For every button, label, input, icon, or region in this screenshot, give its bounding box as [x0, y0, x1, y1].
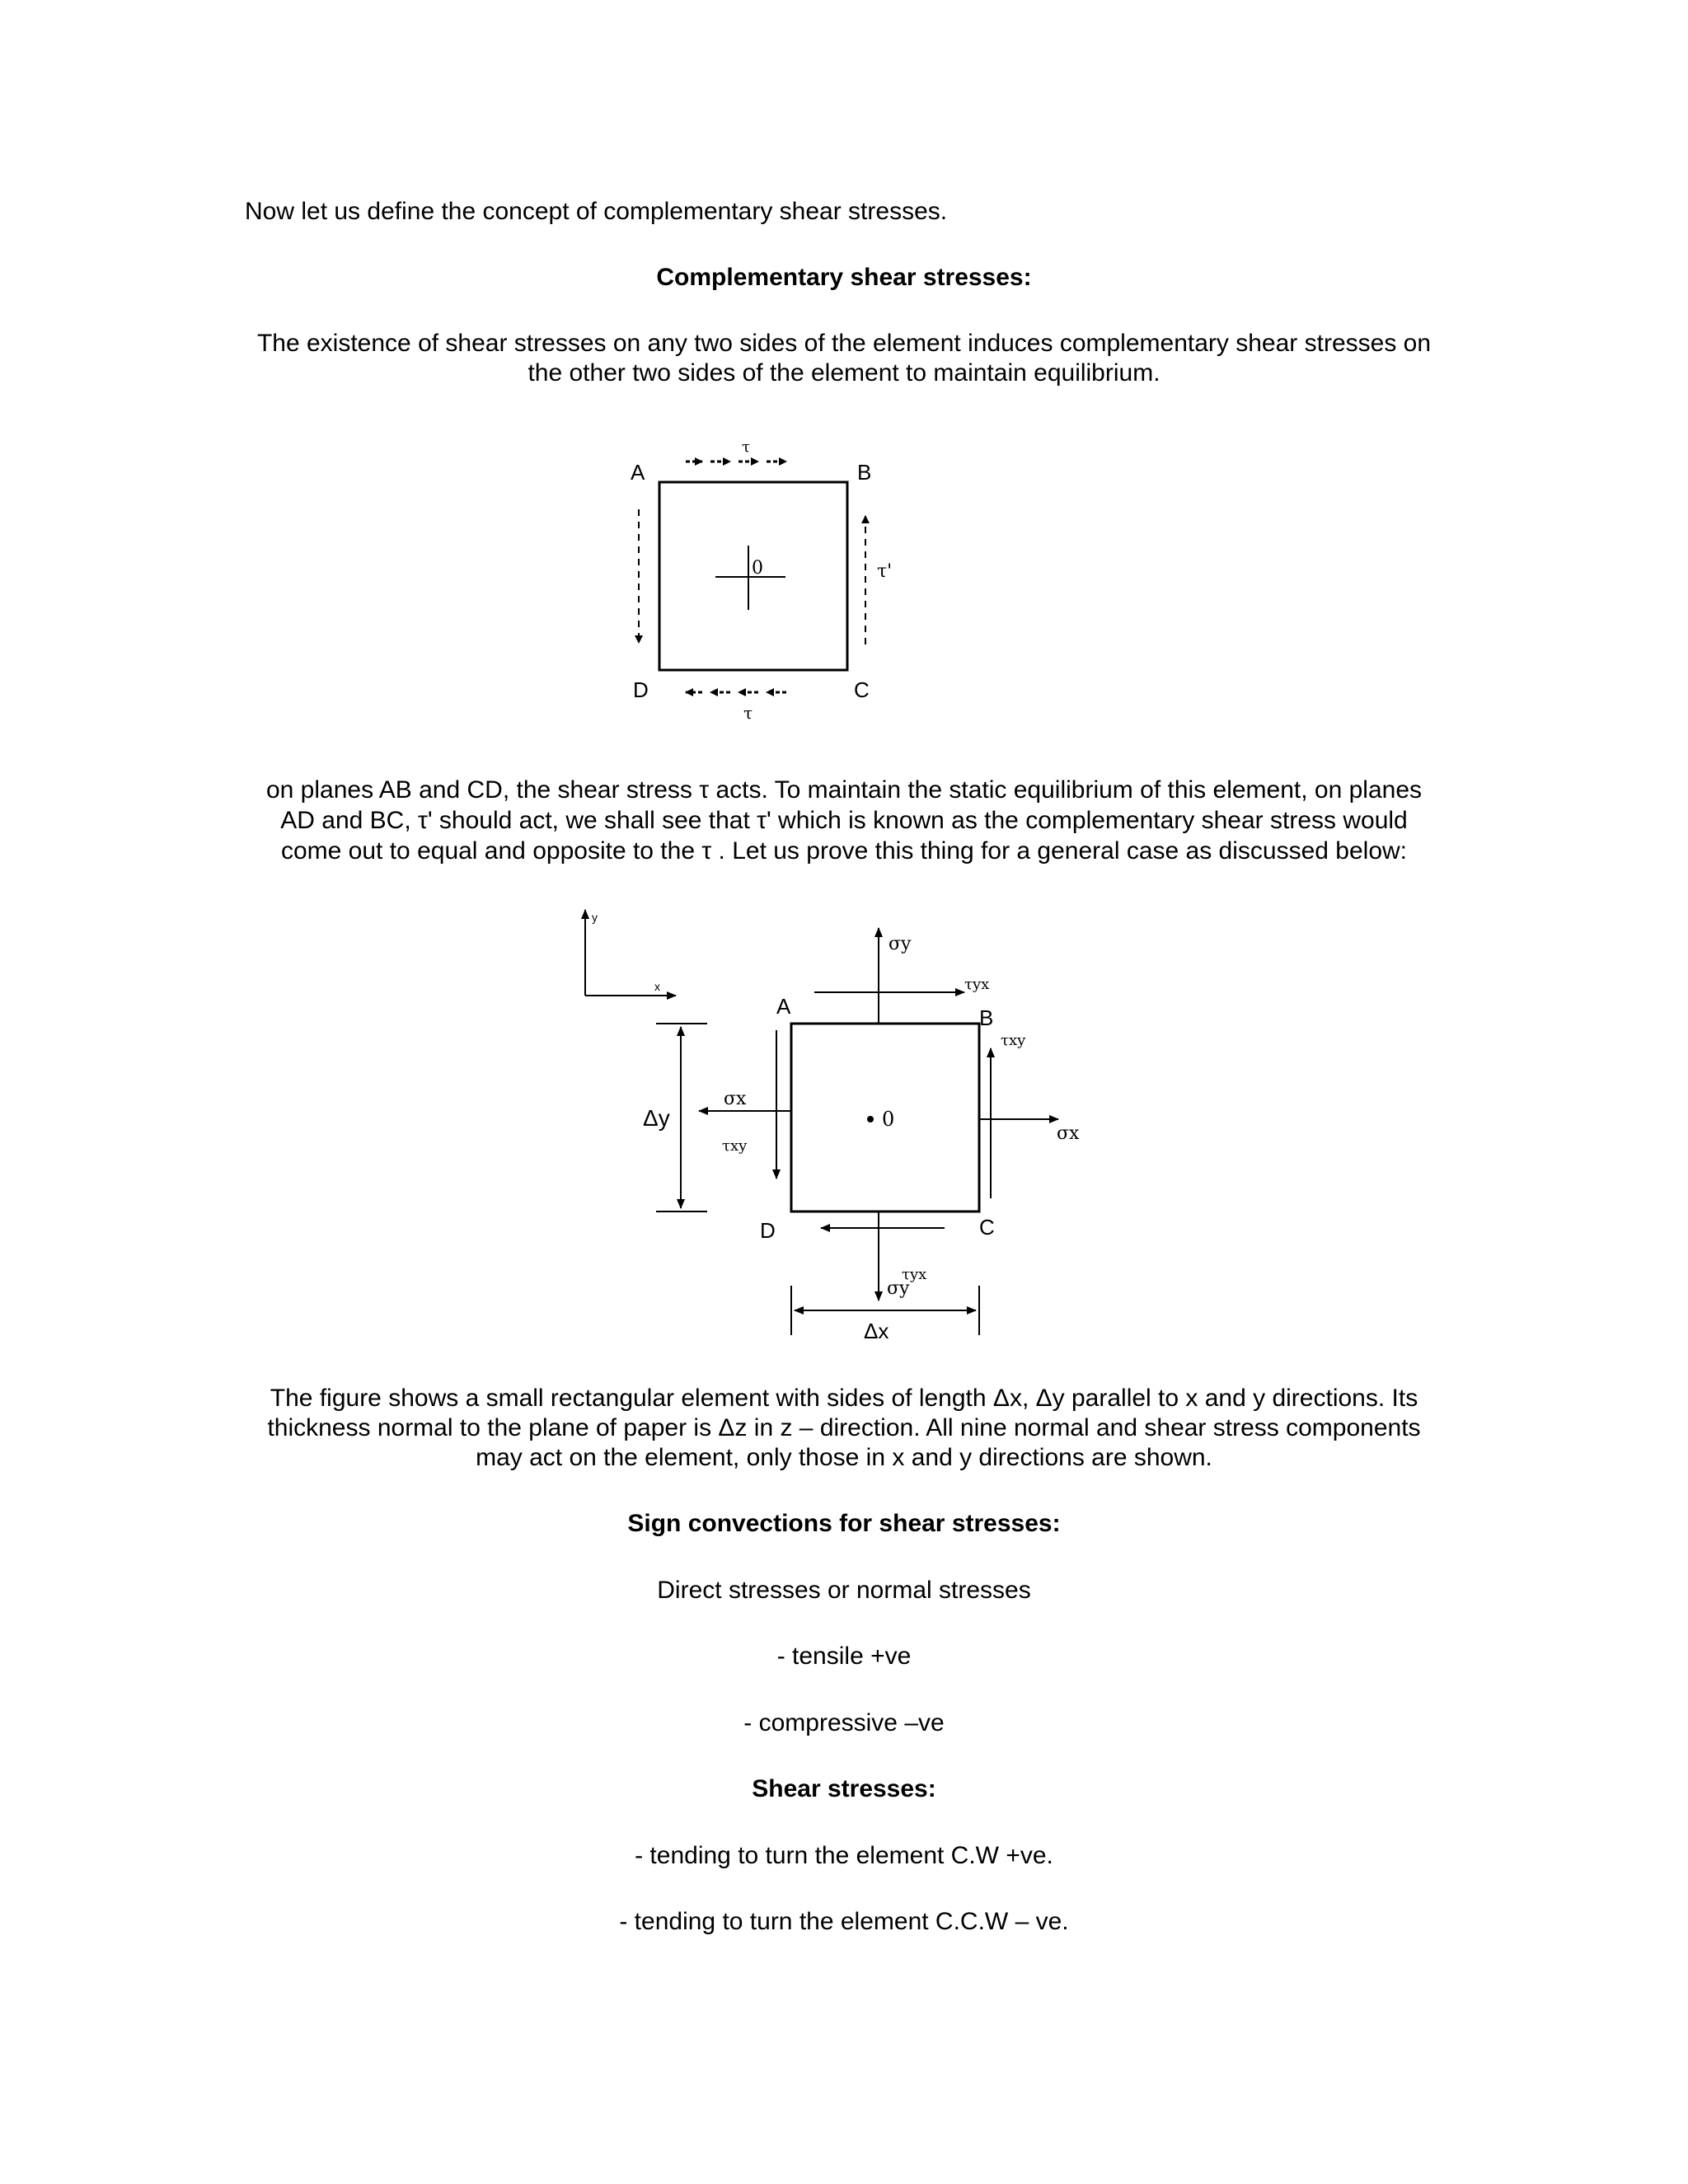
corner-a: A	[631, 460, 645, 485]
tau-prime-label: τ'	[877, 561, 893, 582]
corner-c: C	[854, 677, 870, 702]
sigma-y-bottom-label: σy	[887, 1278, 910, 1299]
tau-bottom-label: τ	[743, 703, 753, 723]
heading-sign-conventions: Sign convections for shear stresses:	[627, 1510, 1061, 1537]
figure-complementary-shear	[610, 437, 907, 733]
tau-yx-bottom-label: τyx	[902, 1266, 927, 1283]
corner-a: A	[776, 994, 791, 1019]
axis-x-label: x	[654, 980, 660, 993]
heading-complementary-shear: Complementary shear stresses:	[656, 264, 1032, 291]
compressive-text: - compressive –ve	[743, 1709, 945, 1736]
sigma-x-right-label: σx	[1057, 1123, 1080, 1144]
corner-c: C	[979, 1215, 995, 1240]
center-dot	[867, 1116, 874, 1122]
corner-d: D	[633, 677, 649, 702]
para1-line2: the other two sides of the element to maintain equilibrium.	[528, 359, 1160, 387]
delta-x-label: Δx	[864, 1319, 889, 1343]
para1-line1: The existence of shear stresses on any two sides of the element induces complementary shear stresses on	[256, 330, 1432, 357]
counterclockwise-text: - tending to turn the element C.C.W – ve.	[619, 1908, 1069, 1935]
corner-b: B	[979, 1005, 994, 1030]
tau-xy-right-label: τxy	[1001, 1032, 1026, 1049]
center-label: 0	[752, 558, 763, 579]
para3-line2: thickness normal to the plane of paper is Δz in z – direction. All nine normal and shear stress components	[267, 1414, 1421, 1441]
sigma-y-top-label: σy	[889, 934, 912, 954]
corner-d: D	[760, 1218, 776, 1243]
clockwise-text: - tending to turn the element C.W +ve.	[635, 1842, 1053, 1869]
para2-line3: come out to equal and opposite to the τ . Let us prove this thing for a general case as discussed below:	[280, 837, 1408, 865]
tensile-text: - tensile +ve	[776, 1643, 912, 1670]
para2-line2: AD and BC, τ' should act, we shall see that τ' which is known as the complementary shear stress would	[280, 807, 1408, 834]
para2-line1: on planes AB and CD, the shear stress τ acts. To maintain the static equilibrium of this element, on planes	[265, 776, 1423, 804]
delta-y-label: Δy	[643, 1105, 670, 1131]
figure-stress-element	[569, 898, 1129, 1360]
para3-line1: The figure shows a small rectangular element with sides of length Δx, Δy parallel to x and y directions. Its	[270, 1385, 1418, 1412]
heading-shear-stresses: Shear stresses:	[752, 1775, 936, 1802]
intro-text: Now let us define the concept of complementary shear stresses.	[245, 198, 948, 225]
corner-b: B	[857, 460, 872, 485]
axis-y-label: y	[592, 911, 598, 924]
sigma-x-left-label: σx	[724, 1089, 747, 1109]
direct-stresses-text: Direct stresses or normal stresses	[657, 1577, 1031, 1604]
tau-xy-left-label: τxy	[722, 1137, 748, 1155]
tau-top-label: τ	[742, 438, 750, 456]
para3-line3: may act on the element, only those in x and y directions are shown.	[476, 1444, 1212, 1471]
tau-yx-top-label: τyx	[964, 976, 990, 993]
center-label: 0	[882, 1108, 895, 1131]
